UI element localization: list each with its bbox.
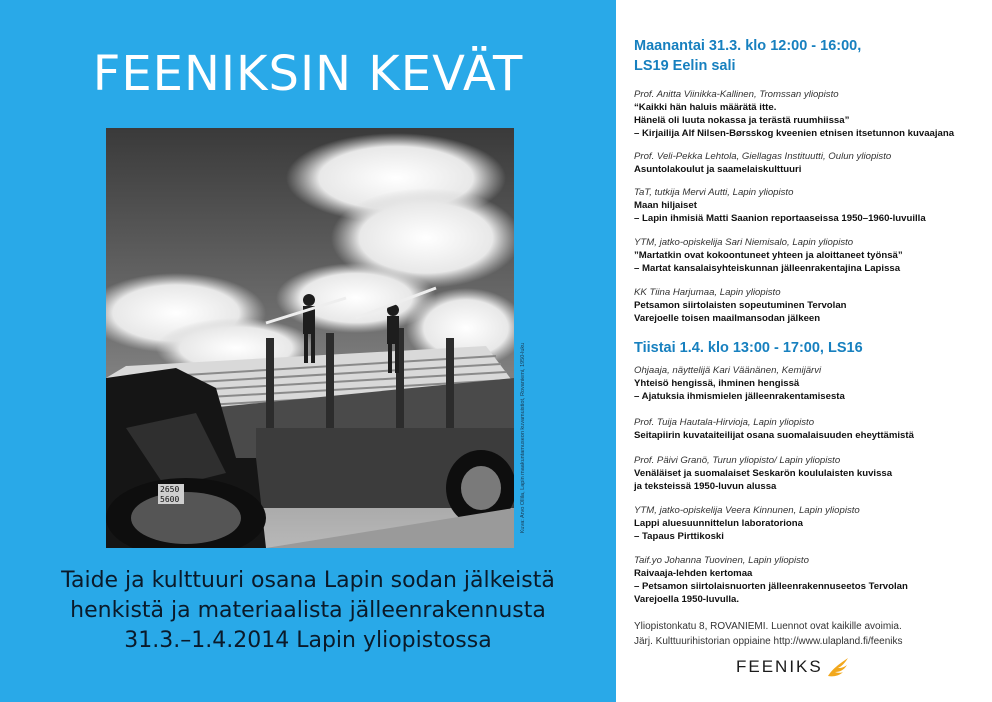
- talk-speaker: Taif.yo Johanna Tuovinen, Lapin yliopisto: [634, 555, 809, 566]
- truck-plate-line1: 2650: [160, 485, 180, 494]
- day1-heading: [634, 36, 861, 76]
- program-panel: [616, 0, 992, 702]
- talk-day2-2: [634, 416, 984, 442]
- talk-title-line: “Kaikki hän haluis määrätä itte.: [634, 102, 777, 113]
- subtitle-line-3: 31.3.–1.4.2014 Lapin yliopistossa: [124, 628, 492, 653]
- talk-speaker: Prof. Anitta Viinikka-Kallinen, Tromssan yliopisto: [634, 89, 839, 100]
- talk-title-line: Petsamon siirtolaisten sopeutuminen Tervolan: [634, 300, 847, 311]
- talk-title-line: Venäläiset ja suomalaiset Seskarön koululaisten kuvissa: [634, 468, 893, 479]
- talk-day2-4: [634, 504, 984, 543]
- talk-title-line: – Kirjailija Alf Nilsen-Børsskog kveenien etnisen itsetunnon kuvaajana: [634, 128, 955, 139]
- day1-heading-line2: LS19 Eelin sali: [634, 58, 736, 74]
- logo-wordmark: FEENIKS: [736, 657, 823, 676]
- talk-speaker: Ohjaaja, näyttelijä Kari Väänänen, Kemijärvi: [634, 365, 822, 376]
- talk-title-line: ”Martatkin ovat kokoontuneet yhteen ja aloittaneet työnsä”: [634, 250, 903, 261]
- talk-speaker: YTM, jatko-opiskelija Veera Kinnunen, Lapin yliopisto: [634, 505, 860, 516]
- footer-address: Yliopistonkatu 8, ROVANIEMI. Luennot ovat kaikille avoimia.: [634, 621, 902, 632]
- talk-speaker: KK Tiina Harjumaa, Lapin yliopisto: [634, 287, 781, 298]
- talk-title-line: Asuntolakoulut ja saamelaiskulttuuri: [634, 164, 802, 175]
- talk-speaker: Prof. Veli-Pekka Lehtola, Giellagas Instituutti, Oulun yliopisto: [634, 151, 892, 162]
- photo-credit: [517, 330, 526, 550]
- subtitle-line-1: Taide ja kulttuuri osana Lapin sodan jälkeistä: [61, 568, 555, 593]
- talk-title-line: Seitapiirin kuvataiteilijat osana suomalaisuuden eheyttämistä: [634, 430, 914, 441]
- subtitle-line-2: henkistä ja materiaalista jälleenrakennusta: [70, 598, 546, 623]
- truck-plate-line2: 5600: [160, 495, 180, 504]
- truck-photo-illustration: [106, 128, 514, 548]
- talk-title-line: – Tapaus Pirttikoski: [634, 531, 724, 542]
- day2-heading: Tiistai 1.4. klo 13:00 - 17:00, LS16: [634, 340, 863, 356]
- phoenix-wing-icon: [826, 656, 850, 678]
- poster-title: FEENIKSIN KEVÄT: [92, 46, 524, 102]
- talk-title-line: ja teksteissä 1950-luvun alussa: [634, 481, 777, 492]
- talk-day2-1: [634, 364, 984, 403]
- talk-speaker: Prof. Päivi Granö, Turun yliopisto/ Lapin yliopisto: [634, 455, 841, 466]
- talk-day2-5: [634, 554, 984, 606]
- photo-credit-text: Kuva: Arvo Ollila, Lapin maakuntamuseon kuvamuistiot, Rovaniemi, 1950-luku: [520, 342, 526, 534]
- poster-subtitle: [0, 566, 616, 656]
- footer-organizer: Järj. Kulttuurihistorian oppiaine http://www.ulapland.fi/feeniks: [634, 636, 903, 647]
- talk-title-line: Lappi aluesuunnittelun laboratoriona: [634, 518, 803, 529]
- talk-title-line: Varejoella 1950-luvulla.: [634, 594, 740, 605]
- talk-day1-4: [634, 236, 984, 275]
- talk-title-line: Varejoelle toisen maailmansodan jälkeen: [634, 313, 821, 324]
- talk-title-line: Maan hiljaiset: [634, 200, 697, 211]
- talk-day1-1: [634, 88, 984, 140]
- day1-heading-line1: Maanantai 31.3. klo 12:00 - 16:00,: [634, 38, 862, 54]
- talk-title-line: – Lapin ihmisiä Matti Saanion reportaaseissa 1950–1960-luvuilla: [634, 213, 926, 224]
- talk-title-line: – Martat kansalaisyhteiskunnan jälleenrakentajina Lapissa: [634, 263, 901, 274]
- talk-title-line: Hänelä oli luuta nokassa ja terästä ruumhiissa”: [634, 115, 850, 126]
- talk-speaker: YTM, jatko-opiskelija Sari Niemisalo, Lapin yliopisto: [634, 237, 854, 248]
- talk-day1-2: [634, 150, 984, 176]
- talk-speaker: Prof. Tuija Hautala-Hirvioja, Lapin yliopisto: [634, 417, 815, 428]
- talk-title-line: – Petsamon siirtolaisnuorten jälleenrakennuseetos Tervolan: [634, 581, 908, 592]
- talk-title-line: Yhteisö hengissä, ihminen hengissä: [634, 378, 800, 389]
- talk-title-line: – Ajatuksia ihmismielen jälleenrakentamisesta: [634, 391, 845, 402]
- talk-speaker: TaT, tutkija Mervi Autti, Lapin yliopisto: [634, 187, 794, 198]
- historical-photo: [106, 128, 514, 548]
- feeniks-logo: [736, 656, 850, 678]
- talk-title-line: Raivaaja-lehden kertomaa: [634, 568, 753, 579]
- talk-day2-3: [634, 454, 984, 493]
- talk-day1-5: [634, 286, 984, 325]
- footer-info: [634, 619, 902, 649]
- talk-day1-3: [634, 186, 984, 225]
